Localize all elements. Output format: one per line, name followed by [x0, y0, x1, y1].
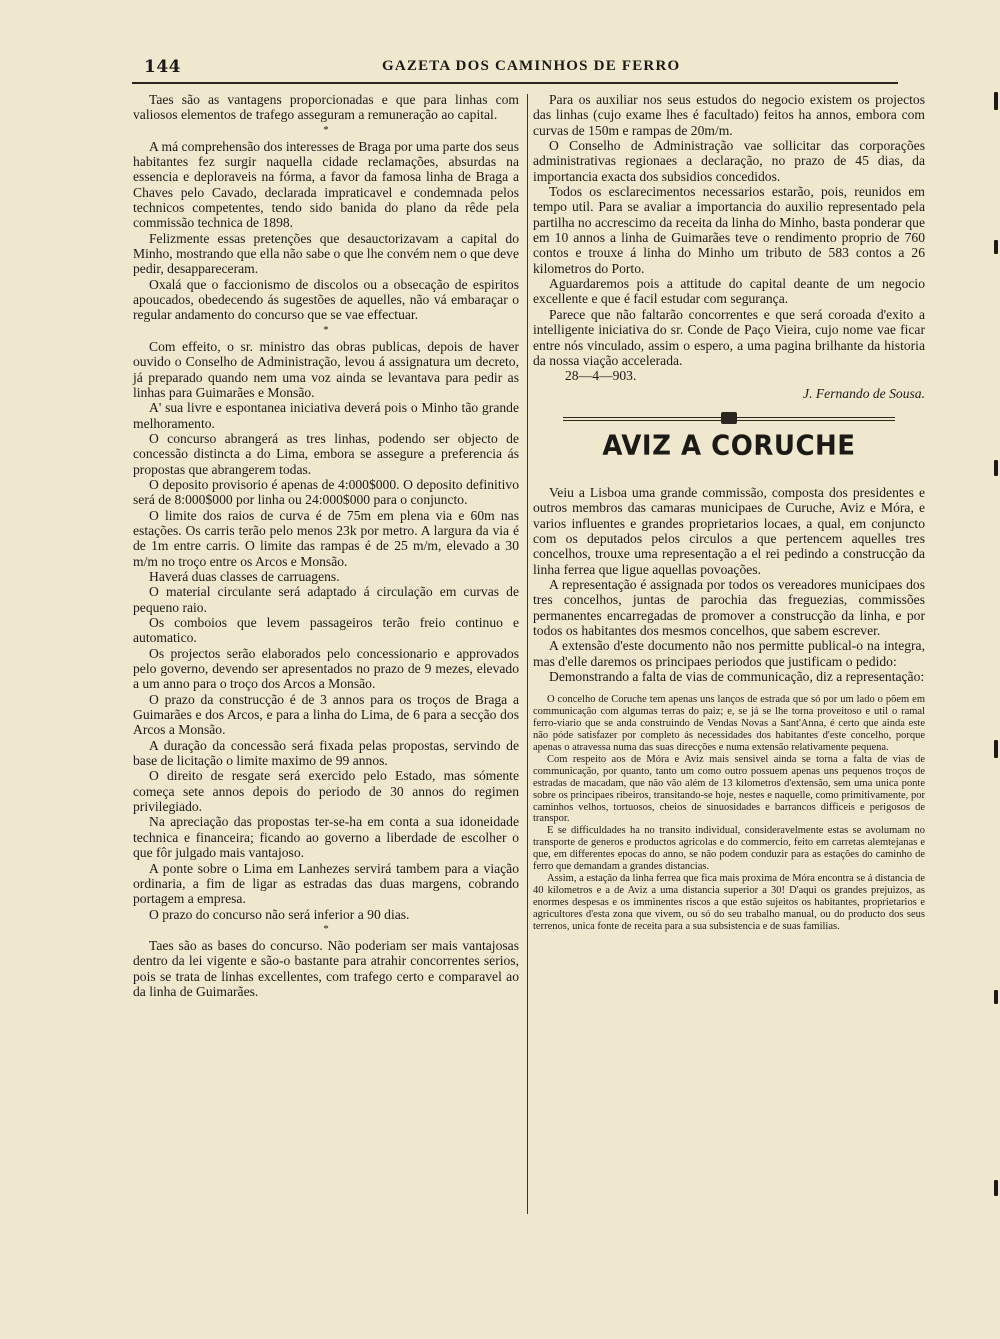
- section-rule: [563, 411, 895, 425]
- paragraph: O prazo da construcção é de 3 annos para os troços de Braga a Guimarães e dos Arcos, e para a linha do Lima, de 6 para a secção dos Arcos a Monsão.: [133, 691, 519, 738]
- paragraph: Os projectos serão elaborados pelo concessionario e approvados pelo governo, devendo ser apresentados no prazo de 9 mezes, elevado a um anno para o troço dos Arcos a Monsão.: [133, 645, 519, 692]
- paragraph: Todos os esclarecimentos necessarios estarão, pois, reunidos em tempo util. Para se avaliar a importancia do auxilio representado pela partilha no accrescimo da receita da linha do Minho, basta ponderar que em 10 annos a linha de Guimarães teve o rendimento proprio de 760 contos e trouxe á linha do Minho um tributo de 583 contos a 26 kilometros do Porto.: [533, 184, 925, 276]
- margin-mark: [994, 740, 998, 758]
- article-headline: AVIZ A CORUCHE: [602, 430, 856, 462]
- quoted-representation: [533, 694, 925, 932]
- page-header: [132, 56, 898, 84]
- paragraph: A ponte sobre o Lima em Lanhezes servirá tambem para a viação ordinaria, a fim de ligar as estradas das duas margens, cobrando portagem a empresa.: [133, 860, 519, 907]
- paragraph: Taes são as bases do concurso. Não poderiam ser mais vantajosas dentro da lei vigente e são-o bastante para atrahir concorrentes serios, pois se trata de linhas excellentes, com trafego certo e comparavel ao da linha de Guimarães.: [133, 937, 519, 999]
- quote-paragraph: O concelho de Coruche tem apenas uns lanços de estrada que só por um lado o põem em communicação com algumas terras do paiz; e, se já se lhe torna proveitoso e util o ramal ferro-viario que se anda construindo de Vendas Novas a Sant'Anna, é certo que ainda este não póde satisfazer por completo ás necessidades dos habitantes d'este concelho, porque apenas o atravessa numa das suas direcções e numa extensão relativamente pequena.: [533, 694, 925, 753]
- section-separator: *: [323, 123, 329, 136]
- paragraph: A duração da concessão será fixada pelas propostas, servindo de base de licitação o limite maximo de 99 annos.: [133, 737, 519, 769]
- paragraph: A representação é assignada por todos os vereadores municipaes dos tres concelhos, juntas de parochia das freguezias, commissões permanentes encarregadas de promover a construcção da linha, e por todos os habitantes dos mesmos concelhos, que sabem escrever.: [533, 576, 925, 638]
- paragraph: Haverá duas classes de carruagens.: [149, 568, 340, 584]
- running-title: GAZETA DOS CAMINHOS DE FERRO: [382, 58, 681, 74]
- paragraph: O deposito provisorio é apenas de 4:000$000. O deposito definitivo será de 8:000$000 por linha ou 24:000$000 para o conjuncto.: [133, 476, 519, 508]
- quote-paragraph: E se difficuldades ha no transito individual, consideravelmente estas se avolumam no transporte de generos e productos agricolas e do commercio, feito em carretas alemtejanas e que, em differentes epocas do anno, se não podem conduzir para as estações do caminho de ferro que demandam a grandes distancias.: [533, 825, 925, 873]
- column-divider: [527, 94, 528, 1214]
- paragraph: O material circulante será adaptado á circulação em curvas de pequeno raio.: [133, 584, 519, 615]
- paragraph: O limite dos raios de curva é de 75m em plena via e 60m nas estações. Os carris terão pelo menos 23k por metro. A largura da via é de 1m entre carris. O limite das rampas é de 25 m/m, elevado a 30 m/m no troço entre os Arcos e Monsão.: [133, 507, 519, 569]
- paragraph: O Conselho de Administração vae sollicitar das corporações administrativas regionaes a declaração, no prazo de 45 dias, da importancia exacta dos subsidios concedidos.: [533, 138, 925, 184]
- paragraph: O concurso abrangerá as tres linhas, podendo ser objecto de concessão distincta a do Lima, embora se assegure a preferencia ás propostas que abrangerem todas.: [133, 430, 519, 477]
- paragraph: Felizmente essas pretenções que desauctorizavam a capital do Minho, mostrando que ella não sabe o que lhe convém nem o que deve pedir, desappareceram.: [133, 230, 519, 277]
- paragraph: Veiu a Lisboa uma grande commissão, composta dos presidentes e outros membros das camaras municipaes de Curuche, Aviz e Móra, e varios influentes e grandes proprietarios locaes, a qual, em conjuncto com os deputados pelos circulos a que pertencem aquelles tres concelhos, trouxe uma representação a el rei pedindo a construcção da linha ferrea que ligue aquellas povoações.: [533, 484, 925, 577]
- section-separator: *: [323, 323, 329, 336]
- article-body: [533, 485, 925, 684]
- paragraph: O direito de resgate será exercido pelo Estado, mas sómente começa sete annos depois do periodo de 30 annos do regimen privilegiado.: [133, 768, 519, 815]
- margin-mark: [994, 1180, 998, 1196]
- right-column: [533, 92, 925, 932]
- paragraph: O prazo do concurso não será inferior a 90 dias.: [149, 906, 410, 922]
- paragraph: Na apreciação das propostas ter-se-ha em conta a sua idoneidade technica e financeira; ficando ao governo a liberdade de escolher o que fôr julgado mais vantajoso.: [133, 814, 519, 861]
- paragraph: Taes são as vantagens proporcionadas e que para linhas com valiosos elementos de trafego asseguram a remuneração ao capital.: [133, 92, 519, 123]
- section-separator: *: [323, 922, 329, 935]
- margin-mark: [994, 92, 998, 110]
- paragraph: A má comprehensão dos interesses de Braga por uma parte dos seus habitantes fez surgir naquella cidade reclamações, absurdas na essencia e deploraveis na fórma, a favor da famosa linha de Braga a Chaves pelo Cavado, declarada impraticavel e condemnada pelos technicos competentes, tendo sido banida do plano da rêde pela commissão technica de 1898.: [133, 138, 519, 231]
- ornament-icon: [721, 412, 737, 424]
- article-date: 28—4—903.: [565, 368, 637, 384]
- paragraph: A extensão d'este documento não nos permitte publical-o na integra, mas d'elle daremos os principaes periodos que justificam o pedido:: [533, 638, 925, 669]
- margin-mark: [994, 990, 998, 1004]
- paragraph: Aguardaremos pois a attitude do capital deante de um negocio excellente e que é facil estudar com segurança.: [533, 276, 925, 307]
- margin-mark: [994, 460, 998, 476]
- author-signature: J. Fernando de Sousa.: [803, 385, 925, 401]
- paragraph: Para os auxiliar nos seus estudos do negocio existem os projectos das linhas (cujo exame lhes é facultado) feitos ha annos, embora com curvas de 150m e rampas de 20m/m.: [533, 92, 925, 138]
- margin-mark: [994, 240, 998, 254]
- paragraph: Demonstrando a falta de vias de communicação, diz a representação:: [549, 669, 925, 684]
- page-number: 144: [144, 57, 181, 77]
- paragraph: Com effeito, o sr. ministro das obras publicas, depois de haver ouvido o Conselho de Administração, levou á assignatura um decreto, já preparado quando nem uma voz ainda se levantava para pedir as linhas para Guimarães e Monsão.: [133, 338, 519, 400]
- paragraph: Os comboios que levem passageiros terão freio continuo e automatico.: [133, 615, 519, 646]
- paragraph: Parece que não faltarão concorrentes e que será coroada d'exito a intelligente iniciativa do sr. Conde de Paço Vieira, cujo nome vae ficar entre nós vinculado, assim o espero, a uma pagina brilhante da historia da nossa viação accelerada.: [533, 306, 925, 368]
- quote-paragraph: Assim, a estação da linha ferrea que fica mais proxima de Móra encontra se á distancia de 40 kilometros e a de Aviz a uma distancia superior a 30! D'aqui os grandes prejuizos, as enormes despesas e os imminentes riscos a que estão sujeitos os habitantes, proprietarios e agricultores d'esta zona que vivem, ou só do seu trabalho manual, ou do producto dos seus terrenos, unica fonte de receita para a sua subsistencia e de suas familias.: [533, 872, 925, 932]
- paragraph: A' sua livre e espontanea iniciativa deverá pois o Minho tão grande melhoramento.: [133, 400, 519, 431]
- left-column: [133, 92, 519, 999]
- paragraph: Oxalá que o faccionismo de discolos ou a obsecação de espiritos apoucados, obedecendo ás sugestões de aquelles, não vá embaraçar o regular andamento do concurso que se vae effectuar.: [133, 276, 519, 323]
- quote-paragraph: Com respeito aos de Móra e Aviz mais sensivel ainda se torna a falta de vias de communicação, por quanto, tanto um como outro possuem apenas uns pequenos troços de estradas de macadam, que não vão além de 13 kilometros d'extensão, sem uma unica ponte sobre os principaes ribeiros, transitando-se hoje, nestes e naquelle, como primitivamente, por caminhos velhos, tortuosos, cheios de sinuosidades e barrancos difficeis e perigosos de transpor.: [533, 753, 925, 825]
